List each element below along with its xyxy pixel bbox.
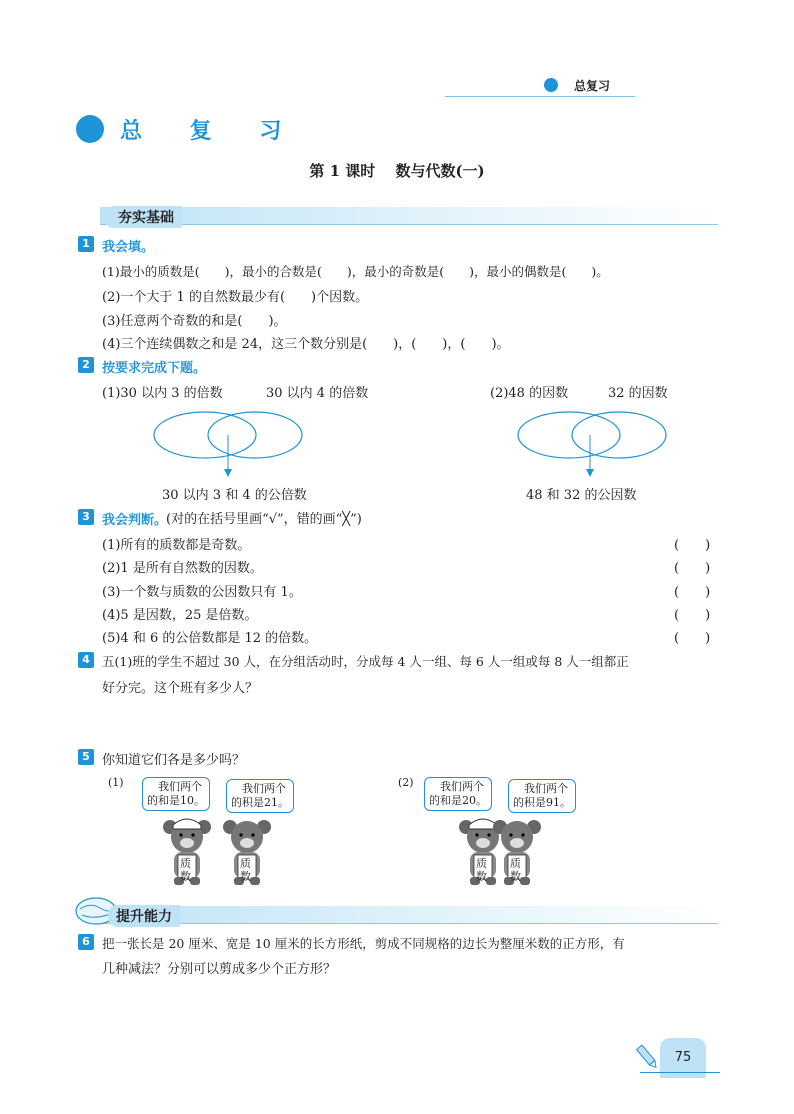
part-label: (1) xyxy=(108,776,124,789)
question-number: 2 xyxy=(78,357,94,373)
answer-paren: ( ) xyxy=(674,631,711,646)
header-dot-icon xyxy=(544,78,558,92)
venn-bottom-label: 30 以内 3 和 4 的公倍数 xyxy=(162,488,307,503)
section-label-advanced: 提升能力 xyxy=(108,905,180,927)
bear-tag: 质数 xyxy=(240,857,251,883)
speech-bubble: 我们两个 的积是91。 xyxy=(508,779,576,813)
header-divider xyxy=(445,96,635,97)
question-text: 好分完。这个班有多少人？ xyxy=(102,681,259,696)
judge-item: (4)5 是因数，25 是倍数。 xyxy=(102,608,258,623)
venn-label: (1)30 以内 3 的倍数 xyxy=(102,386,223,401)
answer-paren: ( ) xyxy=(674,608,711,623)
venn-diagram-left xyxy=(150,405,310,485)
question-title: 我会填。 xyxy=(102,240,155,255)
bear-tag: 质数 xyxy=(476,857,487,883)
question-number: 1 xyxy=(78,236,94,252)
part-label: (2) xyxy=(398,776,414,789)
question-text: 五(1)班的学生不超过 30 人，在分组活动时，分成每 4 人一组、每 6 人一组或每 8 人一组都正 xyxy=(102,654,629,669)
venn-bottom-label: 48 和 32 的公因数 xyxy=(526,488,637,503)
answer-paren: ( ) xyxy=(674,585,711,600)
speech-bubble: 我们两个 的和是20。 xyxy=(424,777,492,811)
question-line: (1)最小的质数是( )，最小的合数是( )，最小的奇数是( )，最小的偶数是( )。 xyxy=(102,264,609,279)
question-number: 6 xyxy=(78,934,94,950)
venn-circle xyxy=(208,412,302,458)
venn-circle xyxy=(154,412,256,458)
question-text: 你知道它们各是多少吗？ xyxy=(102,753,246,768)
answer-paren: ( ) xyxy=(674,561,711,576)
section-bar-basic xyxy=(100,207,718,225)
title-dot-icon xyxy=(76,115,104,143)
judge-item: (3)一个数与质数的公因数只有 1。 xyxy=(102,585,302,600)
lesson-title: 第 1 课时 数与代数(一) xyxy=(309,162,485,180)
venn-diagram-right xyxy=(514,405,674,485)
speech-bubble: 我们两个 的积是21。 xyxy=(226,779,294,813)
venn-arrow-head xyxy=(224,469,232,477)
question-title: 我会判断。 xyxy=(102,513,168,528)
bear-tag: 质数 xyxy=(180,857,191,883)
judge-item: (5)4 和 6 的公倍数都是 12 的倍数。 xyxy=(102,631,318,646)
venn-circle xyxy=(572,412,666,458)
section-bar-advanced xyxy=(100,906,718,924)
header-section-title: 总复习 xyxy=(574,79,611,93)
footer-divider xyxy=(640,1072,720,1073)
question-line: (2)一个大于 1 的自然数最少有( )个因数。 xyxy=(102,290,369,305)
question-line: (3)任意两个奇数的和是( )。 xyxy=(102,314,287,329)
chapter-title: 总 复 习 xyxy=(120,119,302,144)
question-title: 按要求完成下题。 xyxy=(102,361,207,376)
question-number: 5 xyxy=(78,749,94,765)
venn-label: 32 的因数 xyxy=(608,386,668,401)
venn-arrow-head xyxy=(586,469,594,477)
judge-item: (2)1 是所有自然数的因数。 xyxy=(102,561,263,576)
section-label-basic: 夯实基础 xyxy=(104,206,182,228)
judge-item: (1)所有的质数都是奇数。 xyxy=(102,538,251,553)
question-line: (4)三个连续偶数之和是 24，这三个数分别是( )，( )，( )。 xyxy=(102,337,510,352)
pencil-icon xyxy=(636,1042,660,1072)
page-number: 75 xyxy=(660,1038,706,1078)
answer-paren: ( ) xyxy=(674,538,711,553)
question-instruction: (对的在括号里画“√”，错的画“╳”) xyxy=(166,512,362,527)
bear-tag: 质数 xyxy=(510,857,521,883)
venn-label: (2)48 的因数 xyxy=(490,386,569,401)
question-number: 3 xyxy=(78,509,94,525)
speech-bubble: 我们两个 的和是10。 xyxy=(142,777,210,811)
venn-label: 30 以内 4 的倍数 xyxy=(266,386,369,401)
question-text: 把一张长是 20 厘米、宽是 10 厘米的长方形纸，剪成不同规格的边长为整厘米数的正方形，有 xyxy=(102,936,625,951)
question-number: 4 xyxy=(78,652,94,668)
venn-circle xyxy=(518,412,620,458)
question-text: 几种减法？分别可以剪成多少个正方形？ xyxy=(102,962,337,977)
